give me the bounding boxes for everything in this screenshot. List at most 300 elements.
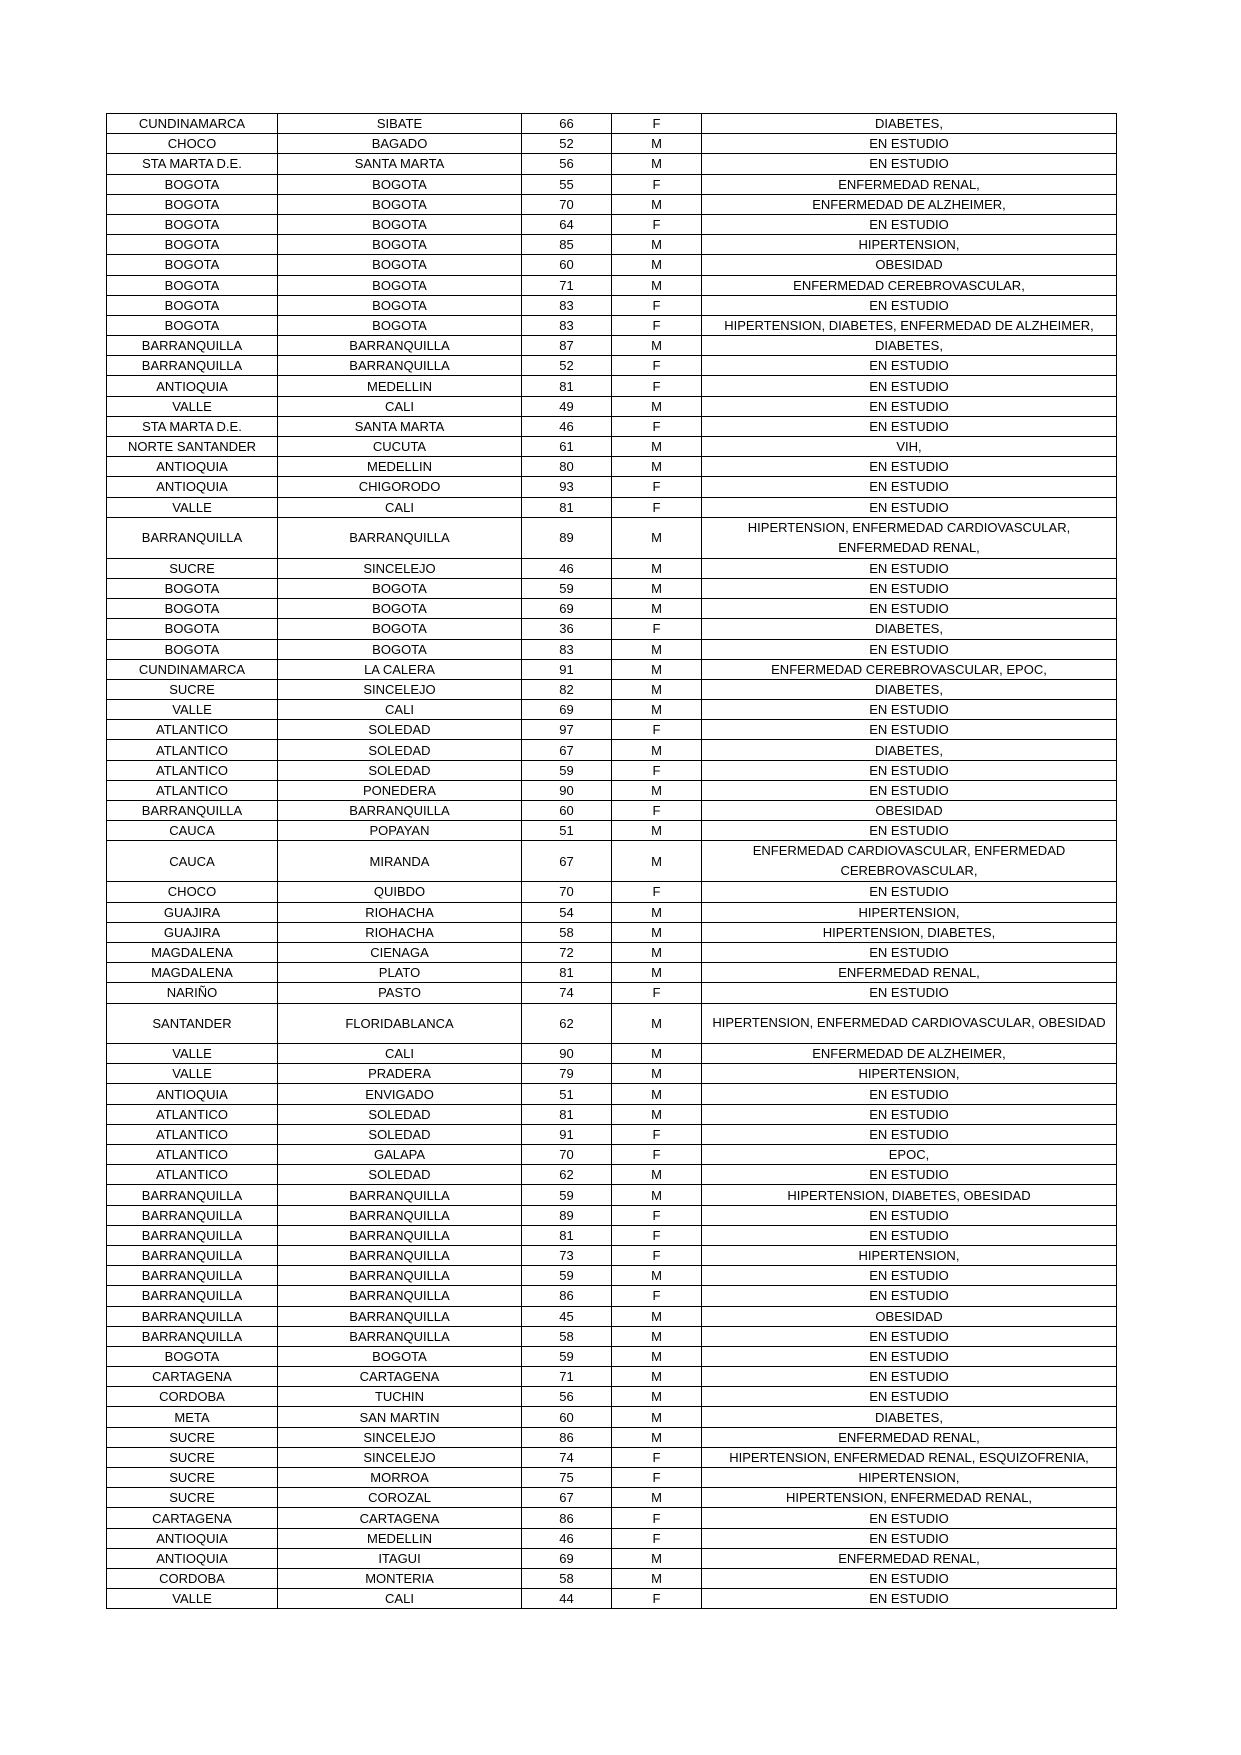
municipality-cell: BARRANQUILLA: [278, 1306, 522, 1326]
table-row: [107, 1165, 1117, 1185]
table-row: [107, 760, 1117, 780]
sex-cell: F: [612, 315, 702, 335]
sex-cell: M: [612, 275, 702, 295]
department-cell: BOGOTA: [107, 639, 278, 659]
sex-cell: M: [612, 1407, 702, 1427]
department-cell: SUCRE: [107, 1447, 278, 1467]
comorbidities-cell: EN ESTUDIO: [702, 1589, 1117, 1609]
department-cell: SUCRE: [107, 1488, 278, 1508]
age-cell: 97: [522, 720, 612, 740]
department-cell: VALLE: [107, 396, 278, 416]
age-cell: 70: [522, 194, 612, 214]
age-cell: 86: [522, 1427, 612, 1447]
sex-cell: M: [612, 558, 702, 578]
department-cell: BARRANQUILLA: [107, 1185, 278, 1205]
table-row: [107, 1407, 1117, 1427]
municipality-cell: BOGOTA: [278, 275, 522, 295]
age-cell: 69: [522, 599, 612, 619]
comorbidities-cell: DIABETES,: [702, 1407, 1117, 1427]
sex-cell: F: [612, 1508, 702, 1528]
table-row: [107, 639, 1117, 659]
department-cell: BOGOTA: [107, 235, 278, 255]
age-cell: 81: [522, 497, 612, 517]
municipality-cell: MEDELLIN: [278, 376, 522, 396]
table-row: [107, 255, 1117, 275]
department-cell: BARRANQUILLA: [107, 1306, 278, 1326]
department-cell: SUCRE: [107, 1427, 278, 1447]
table-row: [107, 174, 1117, 194]
municipality-cell: PASTO: [278, 983, 522, 1003]
sex-cell: F: [612, 497, 702, 517]
department-cell: BARRANQUILLA: [107, 1245, 278, 1265]
sex-cell: M: [612, 639, 702, 659]
sex-cell: M: [612, 922, 702, 942]
municipality-cell: MONTERIA: [278, 1568, 522, 1588]
department-cell: BOGOTA: [107, 174, 278, 194]
comorbidities-cell: HIPERTENSION, DIABETES,: [702, 922, 1117, 942]
comorbidities-cell: EN ESTUDIO: [702, 578, 1117, 598]
age-cell: 62: [522, 1003, 612, 1044]
table-row: [107, 1548, 1117, 1568]
municipality-cell: BOGOTA: [278, 194, 522, 214]
department-cell: ATLANTICO: [107, 760, 278, 780]
comorbidities-cell: OBESIDAD: [702, 1306, 1117, 1326]
table-row: [107, 1488, 1117, 1508]
municipality-cell: BOGOTA: [278, 214, 522, 234]
municipality-cell: CALI: [278, 700, 522, 720]
table-row: [107, 336, 1117, 356]
department-cell: ATLANTICO: [107, 1124, 278, 1144]
department-cell: CAUCA: [107, 841, 278, 882]
age-cell: 46: [522, 416, 612, 436]
comorbidities-cell: DIABETES,: [702, 740, 1117, 760]
comorbidities-cell: DIABETES,: [702, 114, 1117, 134]
comorbidities-cell: EN ESTUDIO: [702, 1528, 1117, 1548]
municipality-cell: SINCELEJO: [278, 1447, 522, 1467]
age-cell: 90: [522, 780, 612, 800]
comorbidities-cell: EN ESTUDIO: [702, 1568, 1117, 1588]
department-cell: VALLE: [107, 1044, 278, 1064]
municipality-cell: CALI: [278, 396, 522, 416]
comorbidities-cell: EN ESTUDIO: [702, 1367, 1117, 1387]
age-cell: 69: [522, 700, 612, 720]
sex-cell: M: [612, 942, 702, 962]
municipality-cell: BARRANQUILLA: [278, 517, 522, 558]
comorbidities-cell: HIPERTENSION, DIABETES, ENFERMEDAD DE ALZHEIMER,: [702, 315, 1117, 335]
municipality-cell: ITAGUI: [278, 1548, 522, 1568]
municipality-cell: BOGOTA: [278, 1346, 522, 1366]
age-cell: 81: [522, 1225, 612, 1245]
table-row: [107, 1245, 1117, 1265]
table-row: [107, 1367, 1117, 1387]
municipality-cell: BOGOTA: [278, 315, 522, 335]
sex-cell: M: [612, 1003, 702, 1044]
table-row: [107, 1346, 1117, 1366]
sex-cell: M: [612, 1387, 702, 1407]
department-cell: ATLANTICO: [107, 1145, 278, 1165]
table-row: [107, 396, 1117, 416]
sex-cell: M: [612, 740, 702, 760]
age-cell: 70: [522, 1145, 612, 1165]
age-cell: 75: [522, 1468, 612, 1488]
sex-cell: M: [612, 578, 702, 598]
table-row: [107, 214, 1117, 234]
municipality-cell: CALI: [278, 1589, 522, 1609]
sex-cell: F: [612, 882, 702, 902]
age-cell: 58: [522, 1326, 612, 1346]
age-cell: 58: [522, 922, 612, 942]
municipality-cell: BARRANQUILLA: [278, 1266, 522, 1286]
sex-cell: F: [612, 760, 702, 780]
age-cell: 93: [522, 477, 612, 497]
sex-cell: F: [612, 174, 702, 194]
department-cell: BARRANQUILLA: [107, 801, 278, 821]
age-cell: 89: [522, 517, 612, 558]
sex-cell: M: [612, 841, 702, 882]
municipality-cell: RIOHACHA: [278, 922, 522, 942]
department-cell: STA MARTA D.E.: [107, 154, 278, 174]
sex-cell: M: [612, 1104, 702, 1124]
department-cell: CUNDINAMARCA: [107, 114, 278, 134]
department-cell: BARRANQUILLA: [107, 1266, 278, 1286]
table-row: [107, 1326, 1117, 1346]
municipality-cell: PONEDERA: [278, 780, 522, 800]
age-cell: 91: [522, 1124, 612, 1144]
department-cell: ANTIOQUIA: [107, 477, 278, 497]
department-cell: VALLE: [107, 1589, 278, 1609]
age-cell: 46: [522, 1528, 612, 1548]
department-cell: ANTIOQUIA: [107, 457, 278, 477]
department-cell: CARTAGENA: [107, 1367, 278, 1387]
sex-cell: M: [612, 599, 702, 619]
age-cell: 45: [522, 1306, 612, 1326]
department-cell: BOGOTA: [107, 315, 278, 335]
table-row: [107, 902, 1117, 922]
municipality-cell: BARRANQUILLA: [278, 356, 522, 376]
comorbidities-cell: EN ESTUDIO: [702, 1508, 1117, 1528]
age-cell: 74: [522, 1447, 612, 1467]
sex-cell: M: [612, 1488, 702, 1508]
age-cell: 73: [522, 1245, 612, 1265]
sex-cell: F: [612, 295, 702, 315]
sex-cell: M: [612, 821, 702, 841]
table-row: [107, 1468, 1117, 1488]
municipality-cell: SOLEDAD: [278, 740, 522, 760]
comorbidities-cell: HIPERTENSION, DIABETES, OBESIDAD: [702, 1185, 1117, 1205]
municipality-cell: GALAPA: [278, 1145, 522, 1165]
municipality-cell: SANTA MARTA: [278, 154, 522, 174]
municipality-cell: FLORIDABLANCA: [278, 1003, 522, 1044]
age-cell: 62: [522, 1165, 612, 1185]
comorbidities-cell: EN ESTUDIO: [702, 558, 1117, 578]
table-row: [107, 1124, 1117, 1144]
table-row: [107, 497, 1117, 517]
sex-cell: F: [612, 1589, 702, 1609]
sex-cell: M: [612, 396, 702, 416]
municipality-cell: CALI: [278, 497, 522, 517]
municipality-cell: BOGOTA: [278, 174, 522, 194]
municipality-cell: COROZAL: [278, 1488, 522, 1508]
department-cell: VALLE: [107, 700, 278, 720]
sex-cell: M: [612, 1568, 702, 1588]
comorbidities-cell: ENFERMEDAD RENAL,: [702, 1548, 1117, 1568]
municipality-cell: MEDELLIN: [278, 457, 522, 477]
age-cell: 61: [522, 437, 612, 457]
sex-cell: M: [612, 1185, 702, 1205]
department-cell: VALLE: [107, 1064, 278, 1084]
sex-cell: M: [612, 780, 702, 800]
municipality-cell: RIOHACHA: [278, 902, 522, 922]
department-cell: SUCRE: [107, 679, 278, 699]
table-row: [107, 295, 1117, 315]
comorbidities-cell: HIPERTENSION,: [702, 1064, 1117, 1084]
table-row: [107, 1568, 1117, 1588]
department-cell: CARTAGENA: [107, 1508, 278, 1528]
municipality-cell: SIBATE: [278, 114, 522, 134]
municipality-cell: MEDELLIN: [278, 1528, 522, 1548]
table-row: [107, 578, 1117, 598]
department-cell: SUCRE: [107, 558, 278, 578]
age-cell: 56: [522, 154, 612, 174]
department-cell: MAGDALENA: [107, 963, 278, 983]
sex-cell: F: [612, 114, 702, 134]
municipality-cell: CARTAGENA: [278, 1367, 522, 1387]
sex-cell: F: [612, 1145, 702, 1165]
age-cell: 52: [522, 134, 612, 154]
age-cell: 80: [522, 457, 612, 477]
municipality-cell: MIRANDA: [278, 841, 522, 882]
table-row: [107, 1084, 1117, 1104]
sex-cell: M: [612, 1306, 702, 1326]
sex-cell: F: [612, 416, 702, 436]
comorbidities-cell: ENFERMEDAD RENAL,: [702, 1427, 1117, 1447]
table-row: [107, 882, 1117, 902]
comorbidities-cell: EN ESTUDIO: [702, 134, 1117, 154]
table-row: [107, 356, 1117, 376]
comorbidities-cell: DIABETES,: [702, 336, 1117, 356]
municipality-cell: BOGOTA: [278, 255, 522, 275]
municipality-cell: BARRANQUILLA: [278, 1245, 522, 1265]
comorbidities-cell: EN ESTUDIO: [702, 1387, 1117, 1407]
municipality-cell: LA CALERA: [278, 659, 522, 679]
municipality-cell: SAN MARTIN: [278, 1407, 522, 1427]
department-cell: ANTIOQUIA: [107, 1528, 278, 1548]
sex-cell: F: [612, 1245, 702, 1265]
department-cell: GUAJIRA: [107, 902, 278, 922]
table-row: [107, 679, 1117, 699]
municipality-cell: BOGOTA: [278, 599, 522, 619]
comorbidities-cell: EN ESTUDIO: [702, 1084, 1117, 1104]
comorbidities-cell: EN ESTUDIO: [702, 760, 1117, 780]
age-cell: 54: [522, 902, 612, 922]
age-cell: 79: [522, 1064, 612, 1084]
comorbidities-cell: EN ESTUDIO: [702, 983, 1117, 1003]
age-cell: 85: [522, 235, 612, 255]
comorbidities-cell: ENFERMEDAD RENAL,: [702, 963, 1117, 983]
sex-cell: M: [612, 963, 702, 983]
sex-cell: M: [612, 659, 702, 679]
department-cell: ATLANTICO: [107, 1104, 278, 1124]
age-cell: 51: [522, 1084, 612, 1104]
age-cell: 86: [522, 1508, 612, 1528]
municipality-cell: CUCUTA: [278, 437, 522, 457]
department-cell: SANTANDER: [107, 1003, 278, 1044]
sex-cell: F: [612, 983, 702, 1003]
sex-cell: F: [612, 1286, 702, 1306]
sex-cell: F: [612, 619, 702, 639]
age-cell: 74: [522, 983, 612, 1003]
department-cell: META: [107, 1407, 278, 1427]
age-cell: 71: [522, 275, 612, 295]
municipality-cell: BARRANQUILLA: [278, 1326, 522, 1346]
table-row: [107, 1145, 1117, 1165]
municipality-cell: BOGOTA: [278, 578, 522, 598]
municipality-cell: SINCELEJO: [278, 679, 522, 699]
comorbidities-cell: HIPERTENSION,: [702, 902, 1117, 922]
table-row: [107, 315, 1117, 335]
municipality-cell: SOLEDAD: [278, 760, 522, 780]
municipality-cell: CIENAGA: [278, 942, 522, 962]
age-cell: 58: [522, 1568, 612, 1588]
department-cell: BOGOTA: [107, 214, 278, 234]
municipality-cell: PLATO: [278, 963, 522, 983]
comorbidities-cell: ENFERMEDAD RENAL,: [702, 174, 1117, 194]
department-cell: CAUCA: [107, 821, 278, 841]
table-row: [107, 841, 1117, 882]
table-row: [107, 740, 1117, 760]
age-cell: 36: [522, 619, 612, 639]
age-cell: 60: [522, 255, 612, 275]
table-row: [107, 720, 1117, 740]
sex-cell: F: [612, 477, 702, 497]
table-row: [107, 1528, 1117, 1548]
comorbidities-cell: HIPERTENSION, ENFERMEDAD RENAL,: [702, 1488, 1117, 1508]
municipality-cell: BARRANQUILLA: [278, 1225, 522, 1245]
table-row: [107, 1387, 1117, 1407]
age-cell: 81: [522, 376, 612, 396]
department-cell: BARRANQUILLA: [107, 1326, 278, 1346]
department-cell: SUCRE: [107, 1468, 278, 1488]
department-cell: ANTIOQUIA: [107, 1548, 278, 1568]
age-cell: 49: [522, 396, 612, 416]
comorbidities-cell: EN ESTUDIO: [702, 1225, 1117, 1245]
table-row: [107, 1044, 1117, 1064]
municipality-cell: BARRANQUILLA: [278, 801, 522, 821]
age-cell: 86: [522, 1286, 612, 1306]
department-cell: CORDOBA: [107, 1568, 278, 1588]
sex-cell: M: [612, 1346, 702, 1366]
table-row: [107, 477, 1117, 497]
table-row: [107, 619, 1117, 639]
age-cell: 67: [522, 740, 612, 760]
municipality-cell: SOLEDAD: [278, 720, 522, 740]
sex-cell: F: [612, 1528, 702, 1548]
sex-cell: F: [612, 1205, 702, 1225]
cases-table: [106, 113, 1117, 1609]
sex-cell: M: [612, 1044, 702, 1064]
table-row: [107, 517, 1117, 558]
comorbidities-cell: ENFERMEDAD CEREBROVASCULAR,: [702, 275, 1117, 295]
municipality-cell: QUIBDO: [278, 882, 522, 902]
municipality-cell: SINCELEJO: [278, 1427, 522, 1447]
department-cell: BOGOTA: [107, 1346, 278, 1366]
comorbidities-cell: HIPERTENSION, ENFERMEDAD CARDIOVASCULAR, OBESIDAD: [702, 1003, 1117, 1044]
age-cell: 82: [522, 679, 612, 699]
table-row: [107, 942, 1117, 962]
sex-cell: M: [612, 457, 702, 477]
department-cell: CUNDINAMARCA: [107, 659, 278, 679]
comorbidities-cell: ENFERMEDAD DE ALZHEIMER,: [702, 194, 1117, 214]
age-cell: 83: [522, 295, 612, 315]
age-cell: 83: [522, 639, 612, 659]
municipality-cell: CHIGORODO: [278, 477, 522, 497]
age-cell: 44: [522, 1589, 612, 1609]
table-row: [107, 1205, 1117, 1225]
table-row: [107, 1185, 1117, 1205]
municipality-cell: BOGOTA: [278, 619, 522, 639]
table-row: [107, 599, 1117, 619]
comorbidities-cell: EN ESTUDIO: [702, 295, 1117, 315]
sex-cell: M: [612, 154, 702, 174]
comorbidities-cell: ENFERMEDAD DE ALZHEIMER,: [702, 1044, 1117, 1064]
age-cell: 60: [522, 1407, 612, 1427]
age-cell: 67: [522, 1488, 612, 1508]
age-cell: 81: [522, 1104, 612, 1124]
comorbidities-cell: HIPERTENSION, ENFERMEDAD RENAL, ESQUIZOFRENIA,: [702, 1447, 1117, 1467]
comorbidities-cell: EN ESTUDIO: [702, 700, 1117, 720]
age-cell: 59: [522, 1185, 612, 1205]
table-row: [107, 1104, 1117, 1124]
sex-cell: M: [612, 194, 702, 214]
table-row: [107, 376, 1117, 396]
age-cell: 87: [522, 336, 612, 356]
table-row: [107, 1225, 1117, 1245]
table-row: [107, 1064, 1117, 1084]
age-cell: 59: [522, 1266, 612, 1286]
department-cell: BOGOTA: [107, 255, 278, 275]
department-cell: ANTIOQUIA: [107, 1084, 278, 1104]
age-cell: 91: [522, 659, 612, 679]
age-cell: 72: [522, 942, 612, 962]
municipality-cell: SINCELEJO: [278, 558, 522, 578]
comorbidities-cell: VIH,: [702, 437, 1117, 457]
sex-cell: M: [612, 700, 702, 720]
age-cell: 81: [522, 963, 612, 983]
sex-cell: M: [612, 336, 702, 356]
sex-cell: M: [612, 1367, 702, 1387]
municipality-cell: SOLEDAD: [278, 1104, 522, 1124]
age-cell: 70: [522, 882, 612, 902]
sex-cell: M: [612, 1165, 702, 1185]
table-row: [107, 134, 1117, 154]
department-cell: BOGOTA: [107, 295, 278, 315]
comorbidities-cell: EN ESTUDIO: [702, 1326, 1117, 1346]
municipality-cell: BARRANQUILLA: [278, 1205, 522, 1225]
age-cell: 56: [522, 1387, 612, 1407]
department-cell: ATLANTICO: [107, 1165, 278, 1185]
municipality-cell: SOLEDAD: [278, 1165, 522, 1185]
comorbidities-cell: DIABETES,: [702, 619, 1117, 639]
municipality-cell: BARRANQUILLA: [278, 336, 522, 356]
department-cell: VALLE: [107, 497, 278, 517]
age-cell: 67: [522, 841, 612, 882]
age-cell: 71: [522, 1367, 612, 1387]
sex-cell: F: [612, 720, 702, 740]
table-row: [107, 801, 1117, 821]
table-row: [107, 1589, 1117, 1609]
municipality-cell: BARRANQUILLA: [278, 1286, 522, 1306]
table-row: [107, 194, 1117, 214]
